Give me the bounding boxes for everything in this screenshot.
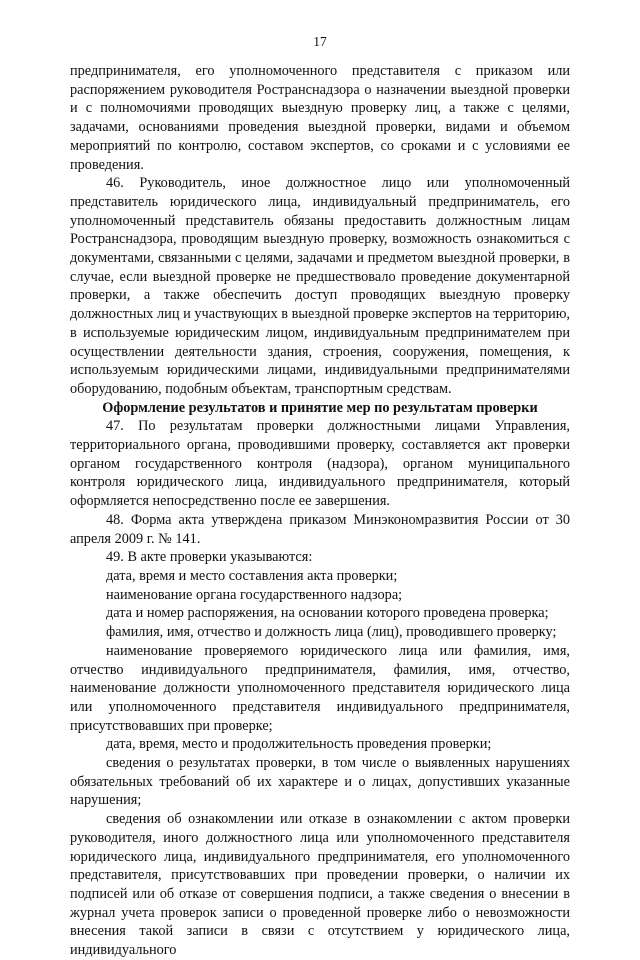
paragraph-49: 49. В акте проверки указываются: (106, 549, 313, 566)
list-item-order-number: дата и номер распоряжения, на основании которого проведена проверка; (106, 605, 549, 622)
section-heading: Оформление результатов и принятие мер по результатам проверки (102, 399, 538, 416)
list-item-acquaintance-info: сведения об ознакомлении или отказе в ознакомлении с актом проверки руководителя, иного должностного лица или уполномоченного представителя юридического лица, индивидуального предпринимателя, его уполномоченного представителя, присутствовавших при проведении проверки, о наличии их подписей или об отказе от совершения подписи, а также сведения о внесении в журнал учета проверок записи о проведенной проверке либо о невозможности внесения такой записи в связи с отсутствием у юридического лица, индивидуального (70, 811, 570, 959)
list-item-authority-name: наименование органа государственного надзора; (106, 586, 403, 603)
paragraph-46: 46. Руководитель, иное должностное лицо или уполномоченный представитель юридического лица, индивидуальный предприниматель, его уполномоченный представитель обязаны предоставить должностным лицам Ространснадзора, проводящим выездную проверку, возможность ознакомиться с документами, связанными с целями, задачами и предметом выездной проверки, в случае, если выездной проверке не предшествовало проведение документарной проверки, а также обеспечить доступ проводящих выездную проверку должностных лиц и участвующих в выездной проверке экспертов на территорию, в используемые юридическим лицом, индивидуальным предпринимателем при осуществлении деятельности здания, строения, сооружения, помещения, к используемым юридическими лицами, индивидуальными предпринимателями оборудованию, подобным объектам, транспортным средствам. (70, 175, 570, 397)
document-body (70, 62, 570, 960)
paragraph-continuation: предпринимателя, его уполномоченного представителя с приказом или распоряжением руководителя Ространснадзора о назначении выездной проверки и с полномочиями проводящих выездную проверку лиц, а также с целями, задачами, основаниями проведения выездной проверки, видами и объемом мероприятий по контролю, составом экспертов, со сроками и с условиями ее проведения. (70, 63, 570, 173)
list-item-inspection-duration: дата, время, место и продолжительность проведения проверки; (106, 736, 492, 753)
list-item-date-place: дата, время и место составления акта проверки; (106, 567, 398, 584)
paragraph-47: 47. По результатам проверки должностными лицами Управления, территориального органа, проводившими проверку, составляется акт проверки органом государственного контроля (надзора), органом муниципального контроля юридического лица, индивидуального предпринимателя, который оформляется непосредственно после ее завершения. (70, 418, 570, 510)
list-item-entity-name: наименование проверяемого юридического лица или фамилия, имя, отчество индивидуального предпринимателя, фамилия, имя, отчество, наименование должности уполномоченного представителя юридического лица или уполномоченного представителя индивидуального предпринимателя, присутствовавших при проверке; (70, 642, 570, 734)
page-number: 17 (313, 34, 327, 49)
list-item-inspection-results: сведения о результатах проверки, в том числе о выявленных нарушениях обязательных требований об их характере и о лицах, допустивших указанные нарушения; (70, 755, 570, 809)
list-item-inspector-name: фамилия, имя, отчество и должность лица (лиц), проводившего проверку; (106, 624, 557, 641)
paragraph-48: 48. Форма акта утверждена приказом Минэкономразвития России от 30 апреля 2009 г. № 141. (70, 511, 570, 547)
